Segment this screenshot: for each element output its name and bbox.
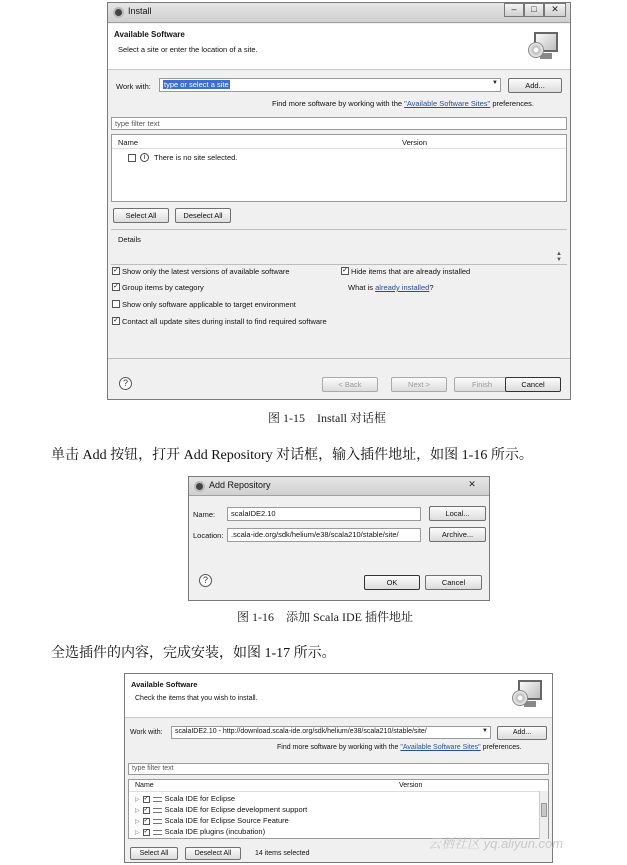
dropdown-arrow-icon[interactable]: ▼	[482, 728, 488, 734]
name-input[interactable]: scalaIDE2.10	[227, 507, 421, 521]
install-dialog	[107, 2, 571, 400]
finish-button[interactable]: Finish	[454, 377, 510, 392]
question-mark: ?	[429, 283, 434, 292]
eclipse-icon	[194, 481, 205, 492]
deselect-all-button[interactable]: Deselect All	[175, 208, 231, 223]
hide-installed-checkbox[interactable]: ✓	[342, 267, 348, 274]
info-icon: i	[140, 153, 149, 162]
eclipse-icon	[113, 7, 124, 18]
next-button[interactable]: Next >	[391, 377, 447, 392]
target-env-checkbox[interactable]	[112, 300, 120, 308]
column-name: Name	[118, 138, 139, 147]
window-title: Install	[128, 6, 152, 16]
help-icon[interactable]: ?	[199, 574, 212, 587]
find-more-text	[277, 744, 522, 751]
tree-item[interactable]	[135, 816, 289, 825]
ok-button[interactable]: OK	[364, 575, 420, 590]
what-is-installed	[348, 283, 433, 292]
work-with-combo[interactable]	[159, 78, 501, 92]
watermark: 云栖社区 yq.aliyun.com	[428, 836, 564, 851]
group-items-checkbox[interactable]: ✓	[113, 283, 119, 290]
latest-versions-checkbox[interactable]: ✓	[113, 267, 119, 274]
category-icon	[153, 830, 162, 835]
filter-placeholder: type filter text	[115, 119, 160, 128]
location-input[interactable]: .scala-ide.org/sdk/helium/e38/scala210/stable/site/	[227, 528, 421, 542]
work-with-label: Work with:	[116, 82, 151, 91]
help-icon[interactable]: ?	[119, 377, 132, 390]
title-bar	[189, 477, 489, 496]
tree-item[interactable]	[135, 794, 235, 803]
work-with-combo[interactable]	[171, 726, 491, 739]
software-table	[111, 134, 567, 202]
dialog-header	[125, 674, 552, 718]
select-all-button[interactable]: Select All	[130, 847, 178, 860]
tree-item[interactable]	[135, 827, 265, 836]
item-checkbox[interactable]: ✓	[143, 817, 149, 824]
table-scrollbar[interactable]	[539, 791, 548, 839]
item-checkbox[interactable]: ✓	[143, 795, 149, 802]
add-site-button[interactable]: Add...	[497, 726, 547, 740]
tree-item-label: Scala IDE for Eclipse development support	[164, 805, 308, 814]
cancel-button[interactable]: Cancel	[425, 575, 482, 590]
expand-arrow-icon[interactable]: ▷	[135, 808, 140, 814]
title-bar	[108, 3, 570, 23]
target-env-label: Show only software applicable to target environment	[122, 300, 296, 309]
tree-item-label: Scala IDE plugins (incubation)	[164, 827, 266, 836]
filter-input[interactable]	[128, 763, 549, 775]
find-more-prefix: Find more software by working with the	[277, 744, 399, 751]
dialog-header	[108, 24, 570, 70]
paragraph-2: 全选插件的内容，完成安装，如图 1-17 所示。	[51, 646, 336, 661]
category-icon	[153, 819, 162, 824]
contact-sites-checkbox[interactable]: ✓	[113, 317, 119, 324]
already-installed-link[interactable]: already installed	[375, 283, 430, 292]
dropdown-arrow-icon[interactable]: ▼	[492, 80, 498, 86]
add-repository-dialog	[188, 476, 490, 601]
latest-versions-label: Show only the latest versions of available software	[122, 267, 290, 276]
available-sites-link[interactable]: "Available Software Sites"	[400, 744, 481, 751]
header-title: Available Software	[131, 680, 198, 689]
add-site-button[interactable]: Add...	[508, 78, 562, 93]
header-title: Available Software	[114, 30, 185, 39]
available-sites-link[interactable]: "Available Software Sites"	[404, 99, 491, 108]
header-subtitle: Check the items that you wish to install.	[135, 695, 258, 702]
group-items-label: Group items by category	[122, 283, 204, 292]
software-table	[128, 779, 549, 839]
header-subtitle: Select a site or enter the location of a site.	[118, 45, 258, 54]
details-label: Details	[118, 235, 141, 244]
name-label: Name:	[193, 510, 216, 519]
no-site-text: There is no site selected.	[154, 153, 238, 162]
close-button[interactable]: ✕	[468, 479, 476, 489]
item-checkbox[interactable]: ✓	[143, 806, 149, 813]
category-icon	[153, 797, 162, 802]
work-with-label: Work with:	[130, 729, 163, 736]
column-version: Version	[399, 782, 423, 789]
filter-placeholder: type filter text	[132, 765, 174, 772]
select-all-button[interactable]: Select All	[113, 208, 169, 223]
archive-button[interactable]: Archive...	[429, 527, 486, 542]
expand-arrow-icon[interactable]: ▷	[135, 830, 140, 836]
filter-input[interactable]	[111, 117, 567, 130]
item-checkbox[interactable]: ✓	[143, 828, 149, 835]
install-monitor-icon	[528, 32, 560, 60]
find-more-text	[272, 99, 534, 108]
paragraph-1: 单击 Add 按钮，打开 Add Repository 对话框，输入插件地址，如图 1-16 所示。	[51, 448, 533, 463]
contact-sites-label: Contact all update sites during install to find required software	[122, 317, 327, 326]
details-scroll-icon[interactable]: ▲ ▼	[556, 251, 562, 263]
column-version: Version	[402, 138, 428, 147]
column-name: Name	[135, 782, 154, 789]
category-icon	[153, 808, 162, 813]
hide-installed-label: Hide items that are already installed	[351, 267, 471, 276]
maximize-button[interactable]: □	[524, 3, 544, 17]
local-button[interactable]: Local...	[429, 506, 486, 521]
find-more-suffix: preferences.	[482, 744, 522, 751]
back-button[interactable]: < Back	[322, 377, 378, 392]
close-button[interactable]: ✕	[544, 3, 566, 17]
tree-item-label: Scala IDE for Eclipse Source Feature	[164, 816, 289, 825]
tree-item-label: Scala IDE for Eclipse	[164, 794, 236, 803]
install-monitor-icon	[512, 680, 544, 708]
expand-arrow-icon[interactable]: ▷	[135, 819, 140, 825]
figure-1-16-caption: 图 1-16 添加 Scala IDE 插件地址	[237, 610, 413, 624]
tree-item[interactable]	[135, 805, 307, 814]
location-label: Location:	[193, 531, 224, 540]
deselect-all-button[interactable]: Deselect All	[185, 847, 241, 860]
find-more-suffix: preferences.	[492, 99, 535, 108]
what-is-text: What is	[348, 283, 374, 292]
no-site-checkbox[interactable]	[128, 154, 136, 162]
work-with-value: scalaIDE2.10 - http://download.scala-ide.org/sdk/helium/e38/scala210/stable/site/	[175, 728, 427, 735]
window-title: Add Repository	[209, 480, 271, 490]
cancel-button[interactable]: Cancel	[505, 377, 561, 392]
minimize-button[interactable]: –	[504, 3, 524, 17]
selected-count: 14 items selected	[255, 850, 310, 857]
figure-1-15-caption: 图 1-15 Install 对话框	[268, 411, 386, 425]
work-with-placeholder: type or select a site	[164, 80, 229, 89]
find-more-prefix: Find more software by working with the	[272, 99, 403, 108]
expand-arrow-icon[interactable]: ▷	[135, 797, 140, 803]
